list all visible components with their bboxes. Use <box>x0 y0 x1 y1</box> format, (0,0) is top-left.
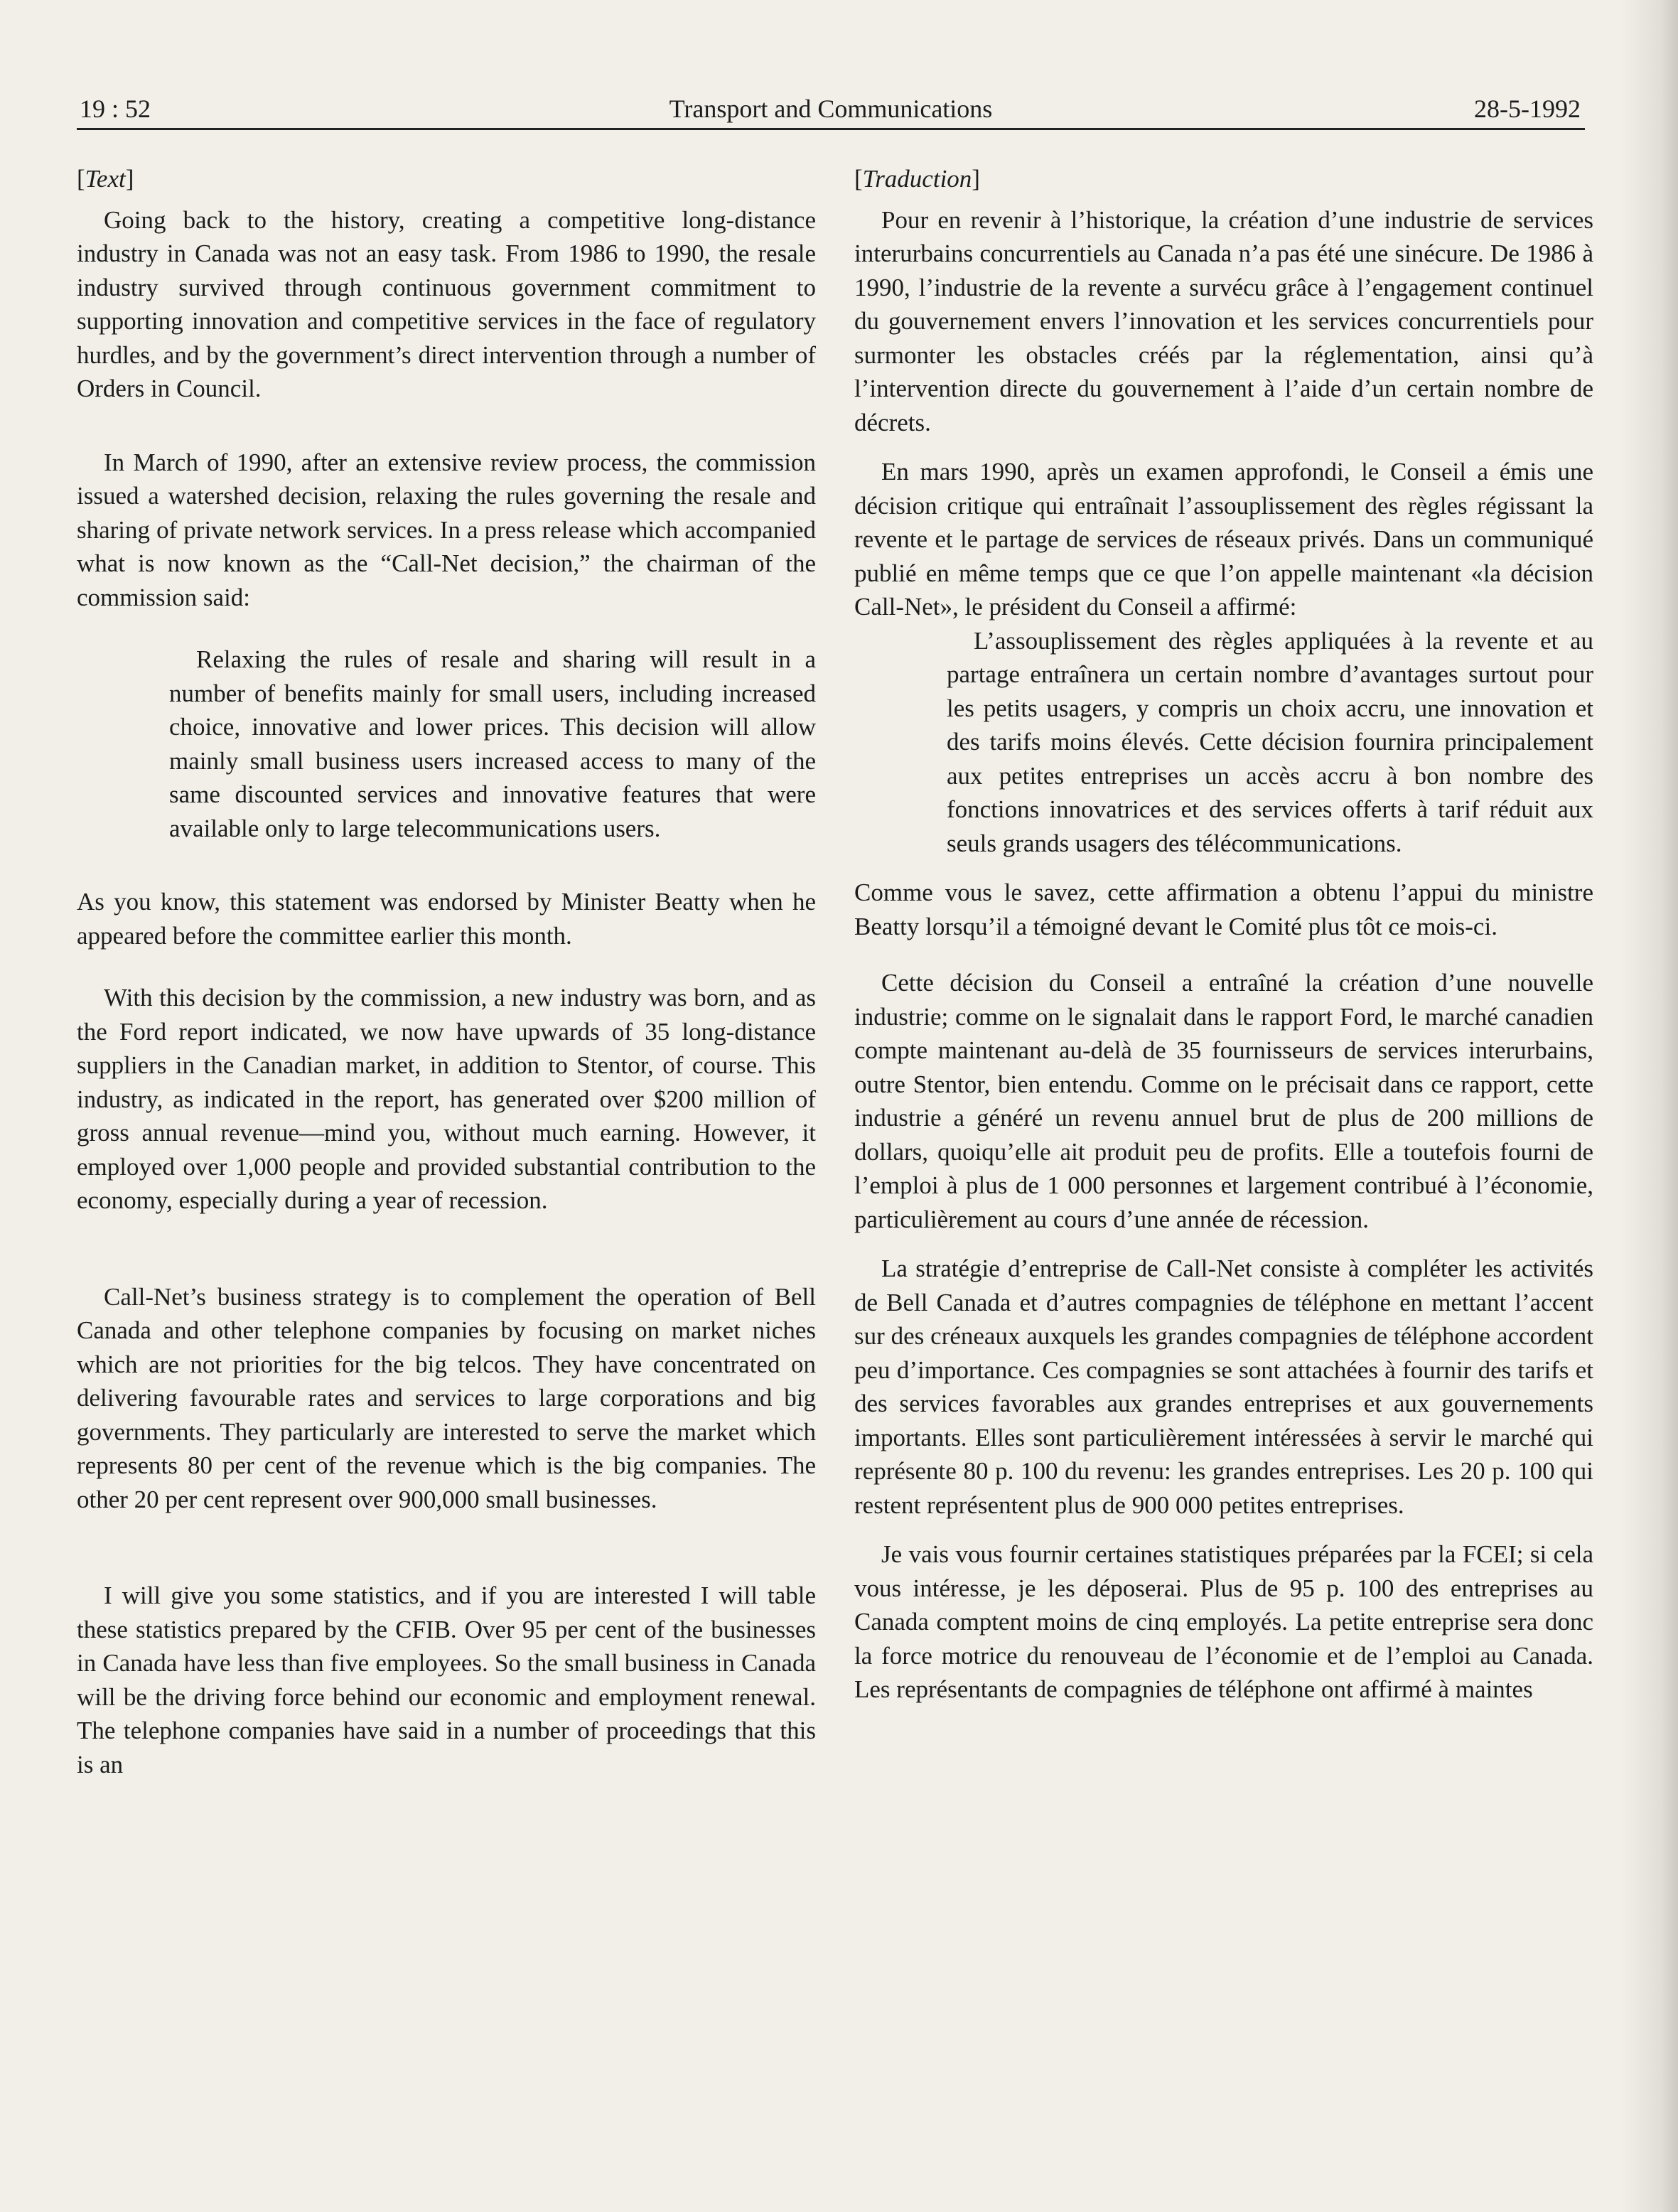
english-paragraph-2: In March of 1990, after an extensive review process, the commission issued a watershed decision, relaxing the rules governing the resale and sharing of private network services. In a press release which accompanied what is now known as the “Call-Net decision,” the chairman of the commission said: <box>77 448 816 611</box>
header-date: 28-5-1992 <box>1474 95 1581 123</box>
english-paragraph-3: As you know, this statement was endorsed by Minister Beatty when he appeared before the committee earlier this month. <box>77 888 816 950</box>
page-number: 19 : 52 <box>80 95 151 123</box>
english-column <box>77 162 816 1781</box>
page-edge-shadow <box>1621 0 1678 2212</box>
french-language-tag: [Traduction] <box>854 165 980 193</box>
french-paragraph-2: En mars 1990, après un examen approfondi, le Conseil a émis une décision critique qui entraînait l’assouplissement des règles régissant la revente et le partage de services de réseaux privés. Dans un communiqué publié en même temps que ce que l’on appelle maintenant «la décision Call-Net», le président du Conseil a affirmé: <box>854 458 1593 621</box>
english-tag-text: Text <box>85 165 126 193</box>
french-paragraph-3: Comme vous le savez, cette affirmation a obtenu l’appui du ministre Beatty lorsqu’il a témoigné devant le Comité plus tôt ce mois-ci. <box>854 879 1593 940</box>
french-paragraph-6: Je vais vous fournir certaines statistiques préparées par la FCEI; si cela vous intéresse, je les déposerai. Plus de 95 p. 100 des entreprises au Canada comptent moins de cinq employés. La petite entreprise sera donc la force motrice du renouveau de l’économie et de l’emploi au Canada. Les représentants de compagnies de téléphone ont affirmé à maintes <box>854 1540 1593 1703</box>
english-quote: Relaxing the rules of resale and sharing will result in a number of benefits mainly for small users, including increased choice, innovative and lower prices. This decision will allow mainly small business users increased access to many of the same discounted services and innovative features that were available only to large telecommunications users. <box>169 645 816 842</box>
french-paragraph-1: Pour en revenir à l’historique, la création d’une industrie de services interurbains concurrentiels au Canada n’a pas été une sinécure. De 1986 à 1990, l’industrie de la revente a survécu grâce à l’engagement continuel du gouvernement envers l’innovation et les services concurrentiels pour surmonter les obstacles créés par la réglementation, ainsi qu’à l’intervention directe du gouvernement à l’aide d’un certain nombre de décrets. <box>854 205 1593 436</box>
header-title: Transport and Communications <box>669 95 993 123</box>
french-quote: L’assouplissement des règles appliquées à la revente et au partage entraînera un certain nombre d’avantages surtout pour les petits usagers, y compris un choix accru, une innovation et des tarifs moins élevés. Cette décision fournira principalement aux petites entreprises un accès accru à bon nombre des fonctions innovatrices et des services offerts à tarif réduit aux seuls grands usagers des télécommunications. <box>947 626 1593 857</box>
french-paragraph-4: Cette décision du Conseil a entraîné la création d’une nouvelle industrie; comme on le signalait dans le rapport Ford, le marché canadien compte maintenant au-delà de 35 fournisseurs de services interurbains, outre Stentor, bien entendu. Comme on le précisait dans ce rapport, cette industrie a généré un revenu annuel brut de plus de 200 millions de dollars, quoiqu’elle ait produit peu de profits. Elle a toutefois fourni de l’emploi à plus de 1 000 personnes et largement contribué à l’économie, particulièrement au cours d’une année de récession. <box>854 969 1593 1233</box>
french-tag-text: Traduction <box>862 165 972 193</box>
english-paragraph-1: Going back to the history, creating a competitive long-distance industry in Canada was not an easy task. From 1986 to 1990, the resale industry survived through continuous government commitment to supporting innovation and competitive services in the face of regulatory hurdles, and by the government’s direct intervention through a number of Orders in Council. <box>77 205 816 402</box>
french-column <box>854 162 1593 1707</box>
english-language-tag: [Text] <box>77 165 134 193</box>
english-paragraph-5: Call-Net’s business strategy is to complement the operation of Bell Canada and other telephone companies by focusing on market niches which are not priorities for the big telcos. They have concentrated on delivering favourable rates and services to large corporations and big governments. They particularly are interested to serve the market which represents 80 per cent of the revenue which is the big companies. The other 20 per cent represent over 900,000 small businesses. <box>77 1282 816 1513</box>
french-paragraph-5: La stratégie d’entreprise de Call-Net consiste à compléter les activités de Bell Canada et d’autres compagnies de téléphone en mettant l’accent sur des créneaux auxquels les grandes compagnies de téléphone accordent peu d’importance. Ces compagnies se sont attachées à fournir des tarifs et des services favorables aux grandes entreprises et aux gouvernements importants. Elles sont particulièrement intéressées à servir le marché qui représente 80 p. 100 du revenu: les grandes entreprises. Les 20 p. 100 qui restent représentent plus de 900 000 petites entreprises. <box>854 1255 1593 1519</box>
running-header <box>77 88 1585 130</box>
english-paragraph-4: With this decision by the commission, a new industry was born, and as the Ford report indicated, we now have upwards of 35 long-distance suppliers in the Canadian market, in addition to Stentor, of course. This industry, as indicated in the report, has generated over $200 million of gross annual revenue—mind you, without much earning. However, it employed over 1,000 people and provided substantial contribution to the economy, especially during a year of recession. <box>77 984 816 1214</box>
english-paragraph-6: I will give you some statistics, and if you are interested I will table these statistics prepared by the CFIB. Over 95 per cent of the businesses in Canada have less than five employees. So the small business in Canada will be the driving force behind our economic and employment renewal. The telephone companies have said in a number of proceedings that this is an <box>77 1582 816 1778</box>
